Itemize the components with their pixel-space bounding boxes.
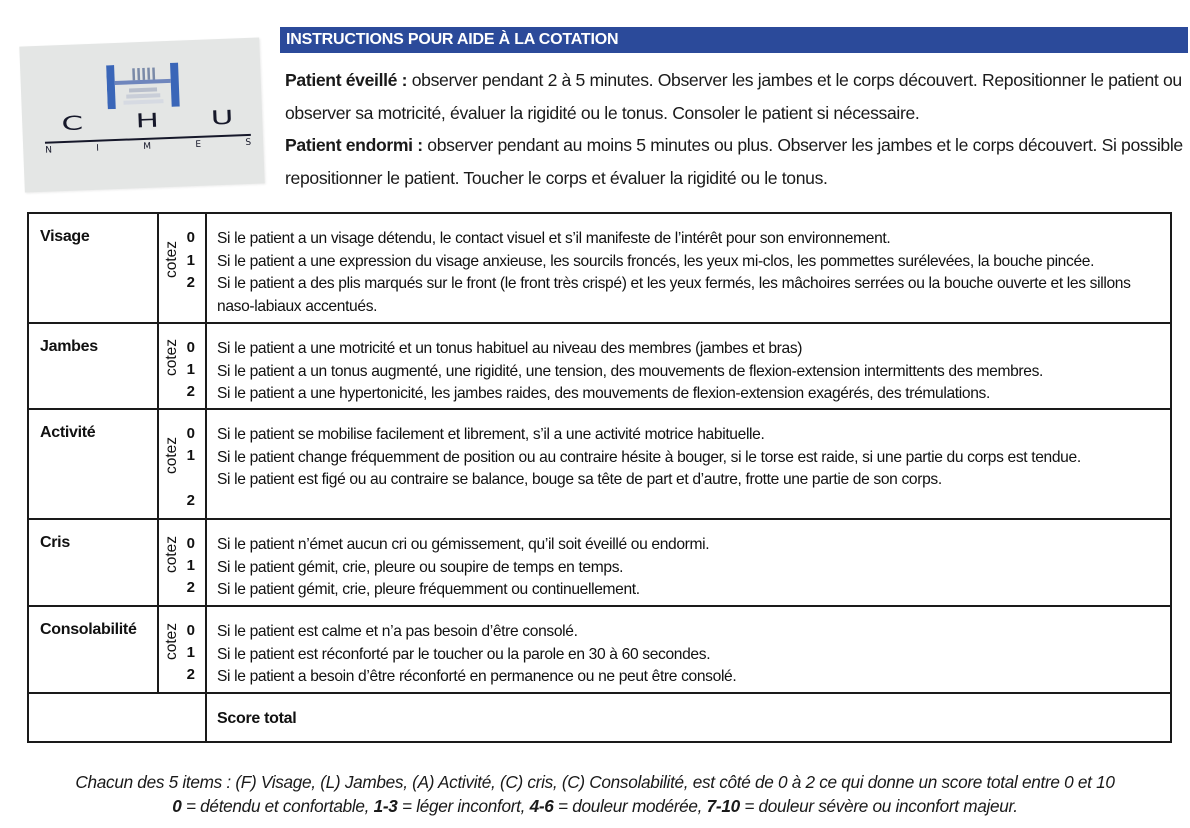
criteria-description: Si le patient a une motricité et un tonus habituel au niveau des membres (jambes et bras) Si le patient a un tonus augmenté, une rigidité, une tension, des mouvements de flexion-extension intermittents des membres. Si le patient a une hypertonicité, les jambes raides, des mouvements de flexion-extension exagérés, des trémulations. <box>206 323 1171 409</box>
criteria-description: Si le patient n’émet aucun cri ou gémissement, qu’il soit éveillé ou endormi. Si le patient gémit, crie, pleure ou soupire de temps en temps. Si le patient gémit, crie, pleure fréquemment ou continuellement. <box>206 519 1171 606</box>
score-value: 2 <box>186 492 195 509</box>
score-total-label: Score total <box>206 693 1171 742</box>
cotez-label: cotez <box>163 622 180 660</box>
table-row <box>28 409 1171 519</box>
cotez-label: cotez <box>163 535 180 573</box>
score-value: 1 <box>186 447 195 464</box>
score-cell <box>158 323 206 409</box>
criteria-description: Si le patient est calme et n’a pas besoin d’être consolé. Si le patient est réconforté par le toucher ou la parole en 30 à 60 secondes. Si le patient a besoin d’être réconforté en permanence ou ne peut être consolé. <box>206 606 1171 693</box>
category-label: Activité <box>28 409 158 519</box>
score-value: 1 <box>186 557 195 574</box>
asleep-instructions: Patient endormi : observer pendant au moins 5 minutes ou plus. Observer les jambes et le corps découvert. Si possible repositionner le patient. Toucher le corps et évaluer la rigidité ou le tonus. <box>285 135 1183 188</box>
awake-instructions: Patient éveillé : observer pendant 2 à 5 minutes. Observer les jambes et le corps découvert. Repositionner le patient ou observer sa motricité, évaluer la rigidité ou le tonus. Consoler le patient si nécessaire. <box>285 70 1182 123</box>
logo-city: N I M E S <box>45 137 252 156</box>
scoring-legend <box>0 770 1190 818</box>
cotez-label: cotez <box>163 338 180 376</box>
score-value: 2 <box>186 274 195 291</box>
score-value: 0 <box>186 425 195 442</box>
scoring-ranges: 0 = détendu et confortable, 1-3 = léger inconfort, 4-6 = douleur modérée, 7-10 = douleur sévère ou inconfort majeur. <box>172 796 1018 816</box>
logo-wordmark: C H U <box>61 106 234 136</box>
cotez-label: cotez <box>163 436 180 474</box>
score-value: 0 <box>186 535 195 552</box>
cotez-label: cotez <box>163 240 180 278</box>
score-value: 2 <box>186 579 195 596</box>
score-cell <box>158 409 206 519</box>
score-cell <box>158 519 206 606</box>
score-cell <box>158 606 206 693</box>
table-row <box>28 323 1171 409</box>
score-total-row <box>28 693 1171 742</box>
score-value: 1 <box>186 252 195 269</box>
score-value: 1 <box>186 644 195 661</box>
score-value: 0 <box>186 229 195 246</box>
instructions-text <box>285 64 1185 194</box>
empty-cell <box>28 693 206 742</box>
hospital-building-icon <box>106 62 188 109</box>
score-value: 2 <box>186 666 195 683</box>
category-label: Cris <box>28 519 158 606</box>
instructions-title: INSTRUCTIONS POUR AIDE À LA COTATION <box>280 27 1188 53</box>
score-value: 2 <box>186 383 195 400</box>
flacc-scale-table <box>27 212 1172 743</box>
score-cell <box>158 213 206 323</box>
category-label: Visage <box>28 213 158 323</box>
scoring-summary: Chacun des 5 items : (F) Visage, (L) Jambes, (A) Activité, (C) cris, (C) Consolabilité, est côté de 0 à 2 ce qui donne un score total entre 0 et 10 <box>75 772 1115 792</box>
score-value: 0 <box>186 339 195 356</box>
chu-nimes-logo <box>19 37 264 192</box>
criteria-description: Si le patient a un visage détendu, le contact visuel et s’il manifeste de l’intérêt pour son environnement. Si le patient a une expression du visage anxieuse, les sourcils froncés, les yeux mi-clos, les pommettes surélevées, la bouche pincée. Si le patient a des plis marqués sur le front (le front très crispé) et les yeux fermés, les mâchoires serrées ou la bouche ouverte et les sillons naso-labiaux accentués. <box>206 213 1171 323</box>
table-row <box>28 213 1171 323</box>
score-value: 0 <box>186 622 195 639</box>
table-row <box>28 519 1171 606</box>
category-label: Consolabilité <box>28 606 158 693</box>
category-label: Jambes <box>28 323 158 409</box>
score-value: 1 <box>186 361 195 378</box>
table-row <box>28 606 1171 693</box>
criteria-description: Si le patient se mobilise facilement et librement, s’il a une activité motrice habituelle. Si le patient change fréquemment de position ou au contraire hésite à bouger, si le torse est raide, si une partie du corps est tendue. Si le patient est figé ou au contraire se balance, bouge sa tête de part et d’autre, frotte une partie de son corps. <box>206 409 1171 519</box>
